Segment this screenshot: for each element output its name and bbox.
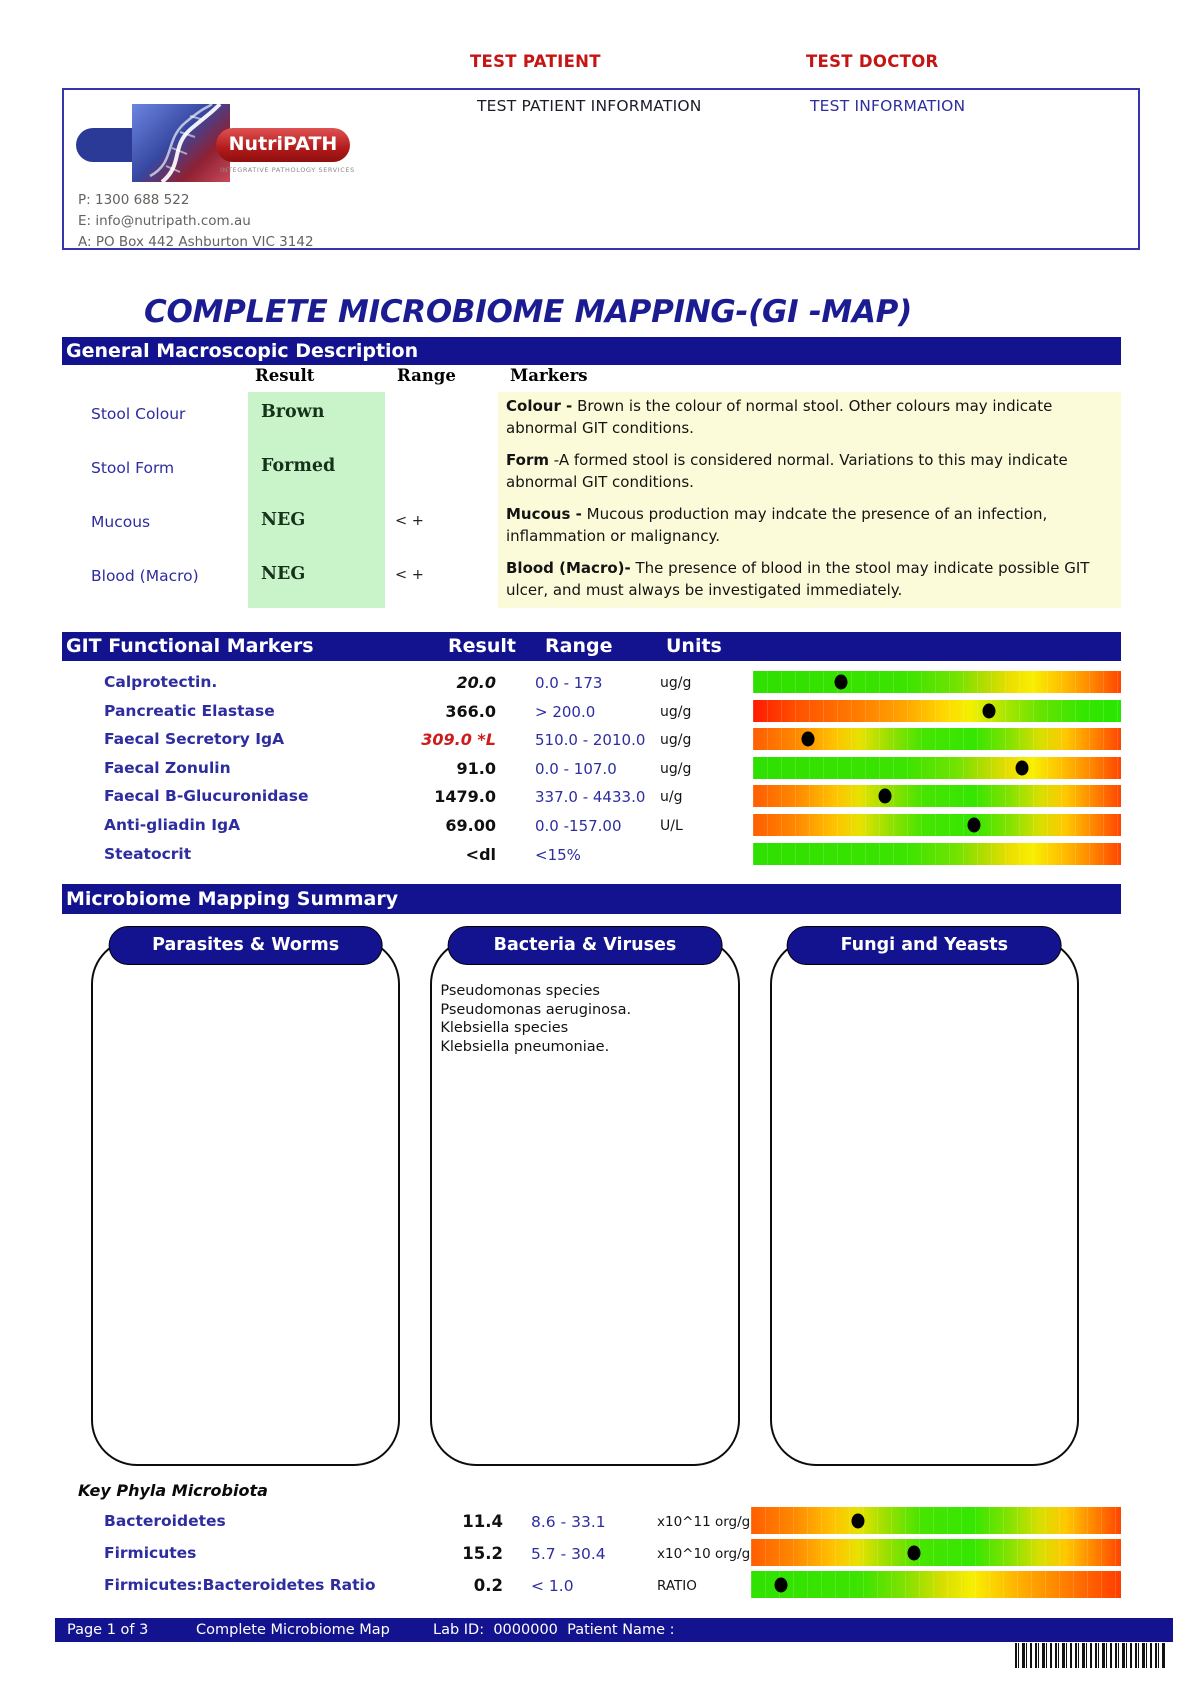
marker-row <box>62 725 1121 754</box>
macro-row-label: Stool Form <box>91 459 175 477</box>
marker-row <box>62 668 1121 697</box>
marker-row <box>62 1569 1121 1601</box>
marker-range: 337.0 - 4433.0 <box>535 788 646 807</box>
marker-gradient-bar <box>751 1571 1121 1598</box>
summary-box <box>430 935 739 1466</box>
marker-gradient-bar <box>753 785 1121 807</box>
marker-units: RATIO <box>657 1578 697 1594</box>
column-markers: Markers <box>510 366 588 385</box>
result-dot <box>879 789 892 804</box>
test-doctor-label: TEST DOCTOR <box>806 52 939 71</box>
summary-box-title-text: Bacteria & Viruses <box>493 935 677 955</box>
summary-box-title <box>787 926 1062 965</box>
contact-block <box>78 190 314 253</box>
marker-row <box>62 840 1121 869</box>
column-units: Units <box>666 635 722 657</box>
marker-name: Faecal Secretory IgA <box>104 730 285 749</box>
macro-row-range: < + <box>395 513 424 529</box>
footer-bar <box>55 1618 1173 1642</box>
marker-range: < 1.0 <box>531 1577 574 1595</box>
marker-term: Mucous - <box>506 505 582 523</box>
organism-item: Klebsiella species <box>440 1020 569 1036</box>
macro-row-result: Formed <box>261 456 336 476</box>
macroscopic-column-headers <box>62 366 1121 390</box>
macro-row-marker-cell <box>498 392 1121 446</box>
header-box <box>62 88 1140 250</box>
organism-item: Pseudomonas species <box>440 983 600 999</box>
marker-result: <dl <box>465 844 496 864</box>
macro-row <box>62 500 1121 554</box>
contact-address: A: PO Box 442 Ashburton VIC 3142 <box>78 234 314 250</box>
doctor-info: TEST INFORMATION <box>810 97 966 115</box>
marker-name: Anti-gliadin IgA <box>104 815 241 834</box>
marker-text: The presence of blood in the stool may indicate possible GIT ulcer, and must always be investigated immediately. <box>506 559 1090 599</box>
report-title: COMPLETE MICROBIOME MAPPING-(GI -MAP) <box>144 294 912 330</box>
test-patient-label: TEST PATIENT <box>470 52 601 71</box>
macro-row <box>62 554 1121 608</box>
summary-box-title-text: Fungi and Yeasts <box>840 935 1009 955</box>
marker-range: 8.6 - 33.1 <box>531 1513 606 1531</box>
marker-result: 15.2 <box>462 1544 503 1563</box>
macro-row-result: NEG <box>261 564 306 584</box>
marker-units: ug/g <box>660 675 692 691</box>
marker-range: 5.7 - 30.4 <box>531 1545 606 1563</box>
marker-result: 0.2 <box>473 1576 503 1595</box>
marker-units: x10^11 org/g <box>657 1514 751 1530</box>
marker-name: Pancreatic Elastase <box>104 701 275 720</box>
marker-units: U/L <box>660 817 683 834</box>
marker-name: Bacteroidetes <box>104 1512 226 1530</box>
marker-row <box>62 1537 1121 1569</box>
marker-result: 366.0 <box>445 701 496 721</box>
contact-phone: P: 1300 688 522 <box>78 192 190 208</box>
marker-gradient-bar <box>751 1539 1121 1566</box>
section-title: Microbiome Mapping Summary <box>66 888 399 910</box>
macro-row <box>62 392 1121 446</box>
marker-result: 309.0 *L <box>421 730 496 750</box>
nutripath-logo <box>76 104 356 188</box>
marker-name: Faecal Zonulin <box>104 758 231 777</box>
section-bar-summary <box>62 884 1121 914</box>
marker-gradient-bar <box>753 814 1121 836</box>
macro-row-result-cell <box>248 446 385 500</box>
marker-result: 11.4 <box>462 1512 503 1531</box>
marker-range: 0.0 -157.00 <box>535 816 622 835</box>
marker-range: 510.0 - 2010.0 <box>535 731 646 750</box>
marker-row <box>62 754 1121 783</box>
macroscopic-table <box>62 392 1121 608</box>
section-bar-macroscopic <box>62 337 1121 365</box>
git-markers-table <box>62 668 1121 868</box>
marker-text: -A formed stool is considered normal. Variations to this may indicate abnormal GIT conditions. <box>506 451 1068 491</box>
macro-row-marker-cell <box>498 446 1121 500</box>
marker-row <box>62 811 1121 840</box>
marker-name: Firmicutes <box>104 1544 197 1562</box>
marker-gradient-bar <box>753 843 1121 865</box>
phyla-table <box>62 1505 1121 1601</box>
macro-row-label: Stool Colour <box>91 405 186 423</box>
marker-term: Colour - <box>506 397 573 415</box>
summary-box <box>91 935 400 1466</box>
result-dot <box>1015 760 1028 775</box>
key-phyla-title: Key Phyla Microbiota <box>78 1481 268 1500</box>
marker-text: Mucous production may indcate the presence of an infection, inflammation or malignancy. <box>506 505 1048 545</box>
column-result: Result <box>255 366 315 385</box>
marker-result: 1479.0 <box>434 787 496 807</box>
marker-gradient-bar <box>753 757 1121 779</box>
logo-red-pill <box>216 128 350 162</box>
summary-box-title <box>108 926 383 965</box>
marker-range: 0.0 - 173 <box>535 674 603 692</box>
marker-row <box>62 697 1121 726</box>
contact-email: E: info@nutripath.com.au <box>78 213 251 229</box>
marker-range: <15% <box>535 845 581 864</box>
marker-units: ug/g <box>660 760 692 777</box>
marker-text: Brown is the colour of normal stool. Other colours may indicate abnormal GIT conditions. <box>506 397 1053 437</box>
page-number: Page 1 of 3 <box>67 1622 149 1638</box>
macro-row-result-cell <box>248 554 385 608</box>
marker-term: Form <box>506 451 549 469</box>
marker-range: > 200.0 <box>535 702 596 721</box>
marker-gradient-bar <box>753 671 1121 693</box>
summary-box <box>770 935 1079 1466</box>
marker-units: x10^10 org/g <box>657 1546 751 1562</box>
logo-name: NutriPATH <box>228 133 338 155</box>
marker-units: u/g <box>660 789 683 806</box>
marker-gradient-bar <box>751 1507 1121 1534</box>
barcode <box>1015 1643 1165 1668</box>
macro-row-result: Brown <box>261 402 325 422</box>
marker-range: 0.0 - 107.0 <box>535 759 617 778</box>
result-dot <box>802 732 815 747</box>
marker-row <box>62 782 1121 811</box>
result-dot <box>774 1577 787 1592</box>
marker-name: Faecal B-Glucuronidase <box>104 787 309 806</box>
summary-box-list <box>432 982 737 1056</box>
marker-name: Firmicutes:Bacteroidetes Ratio <box>104 1576 376 1594</box>
organism-item: Pseudomonas aeruginosa. <box>440 1001 632 1018</box>
marker-result: 91.0 <box>456 758 496 778</box>
section-bar-git-markers <box>62 632 1121 661</box>
macro-row <box>62 446 1121 500</box>
marker-term: Blood (Macro)- <box>506 559 631 577</box>
lab-id-patient: Lab ID: 0000000 Patient Name : <box>433 1622 675 1638</box>
macro-row-label: Mucous <box>91 513 151 531</box>
column-range: Range <box>545 635 613 657</box>
column-range: Range <box>397 366 456 385</box>
section-title: General Macroscopic Description <box>66 340 419 362</box>
macro-row-result: NEG <box>261 510 306 530</box>
section-title: GIT Functional Markers <box>66 635 314 657</box>
patient-info: TEST PATIENT INFORMATION <box>477 97 702 115</box>
marker-name: Steatocrit <box>104 844 192 863</box>
organism-item: Klebsiella pneumoniae. <box>440 1038 610 1055</box>
summary-box-title-text: Parasites & Worms <box>152 935 340 955</box>
marker-row <box>62 1505 1121 1537</box>
macro-row-result-cell <box>248 392 385 446</box>
macro-row-range: < + <box>395 567 424 583</box>
macro-row-result-cell <box>248 500 385 554</box>
column-result: Result <box>448 635 516 657</box>
document-name: Complete Microbiome Map <box>196 1622 390 1638</box>
marker-gradient-bar <box>753 700 1121 722</box>
macro-row-marker-cell <box>498 500 1121 554</box>
result-dot <box>835 675 848 690</box>
macro-row-marker-cell <box>498 554 1121 608</box>
result-dot <box>967 817 980 832</box>
summary-box-title <box>448 926 723 965</box>
marker-result: 69.00 <box>445 815 496 835</box>
marker-units: ug/g <box>660 732 692 749</box>
macro-row-label: Blood (Macro) <box>91 567 199 585</box>
summary-boxes <box>91 925 1079 1470</box>
marker-result: 20.0 <box>456 673 496 692</box>
marker-units: ug/g <box>660 703 692 720</box>
result-dot <box>982 703 995 718</box>
marker-gradient-bar <box>753 728 1121 750</box>
result-dot <box>852 1513 865 1528</box>
marker-name: Calprotectin. <box>104 673 218 691</box>
logo-tagline: INTEGRATIVE PATHOLOGY SERVICES <box>220 166 355 174</box>
result-dot <box>907 1545 920 1560</box>
